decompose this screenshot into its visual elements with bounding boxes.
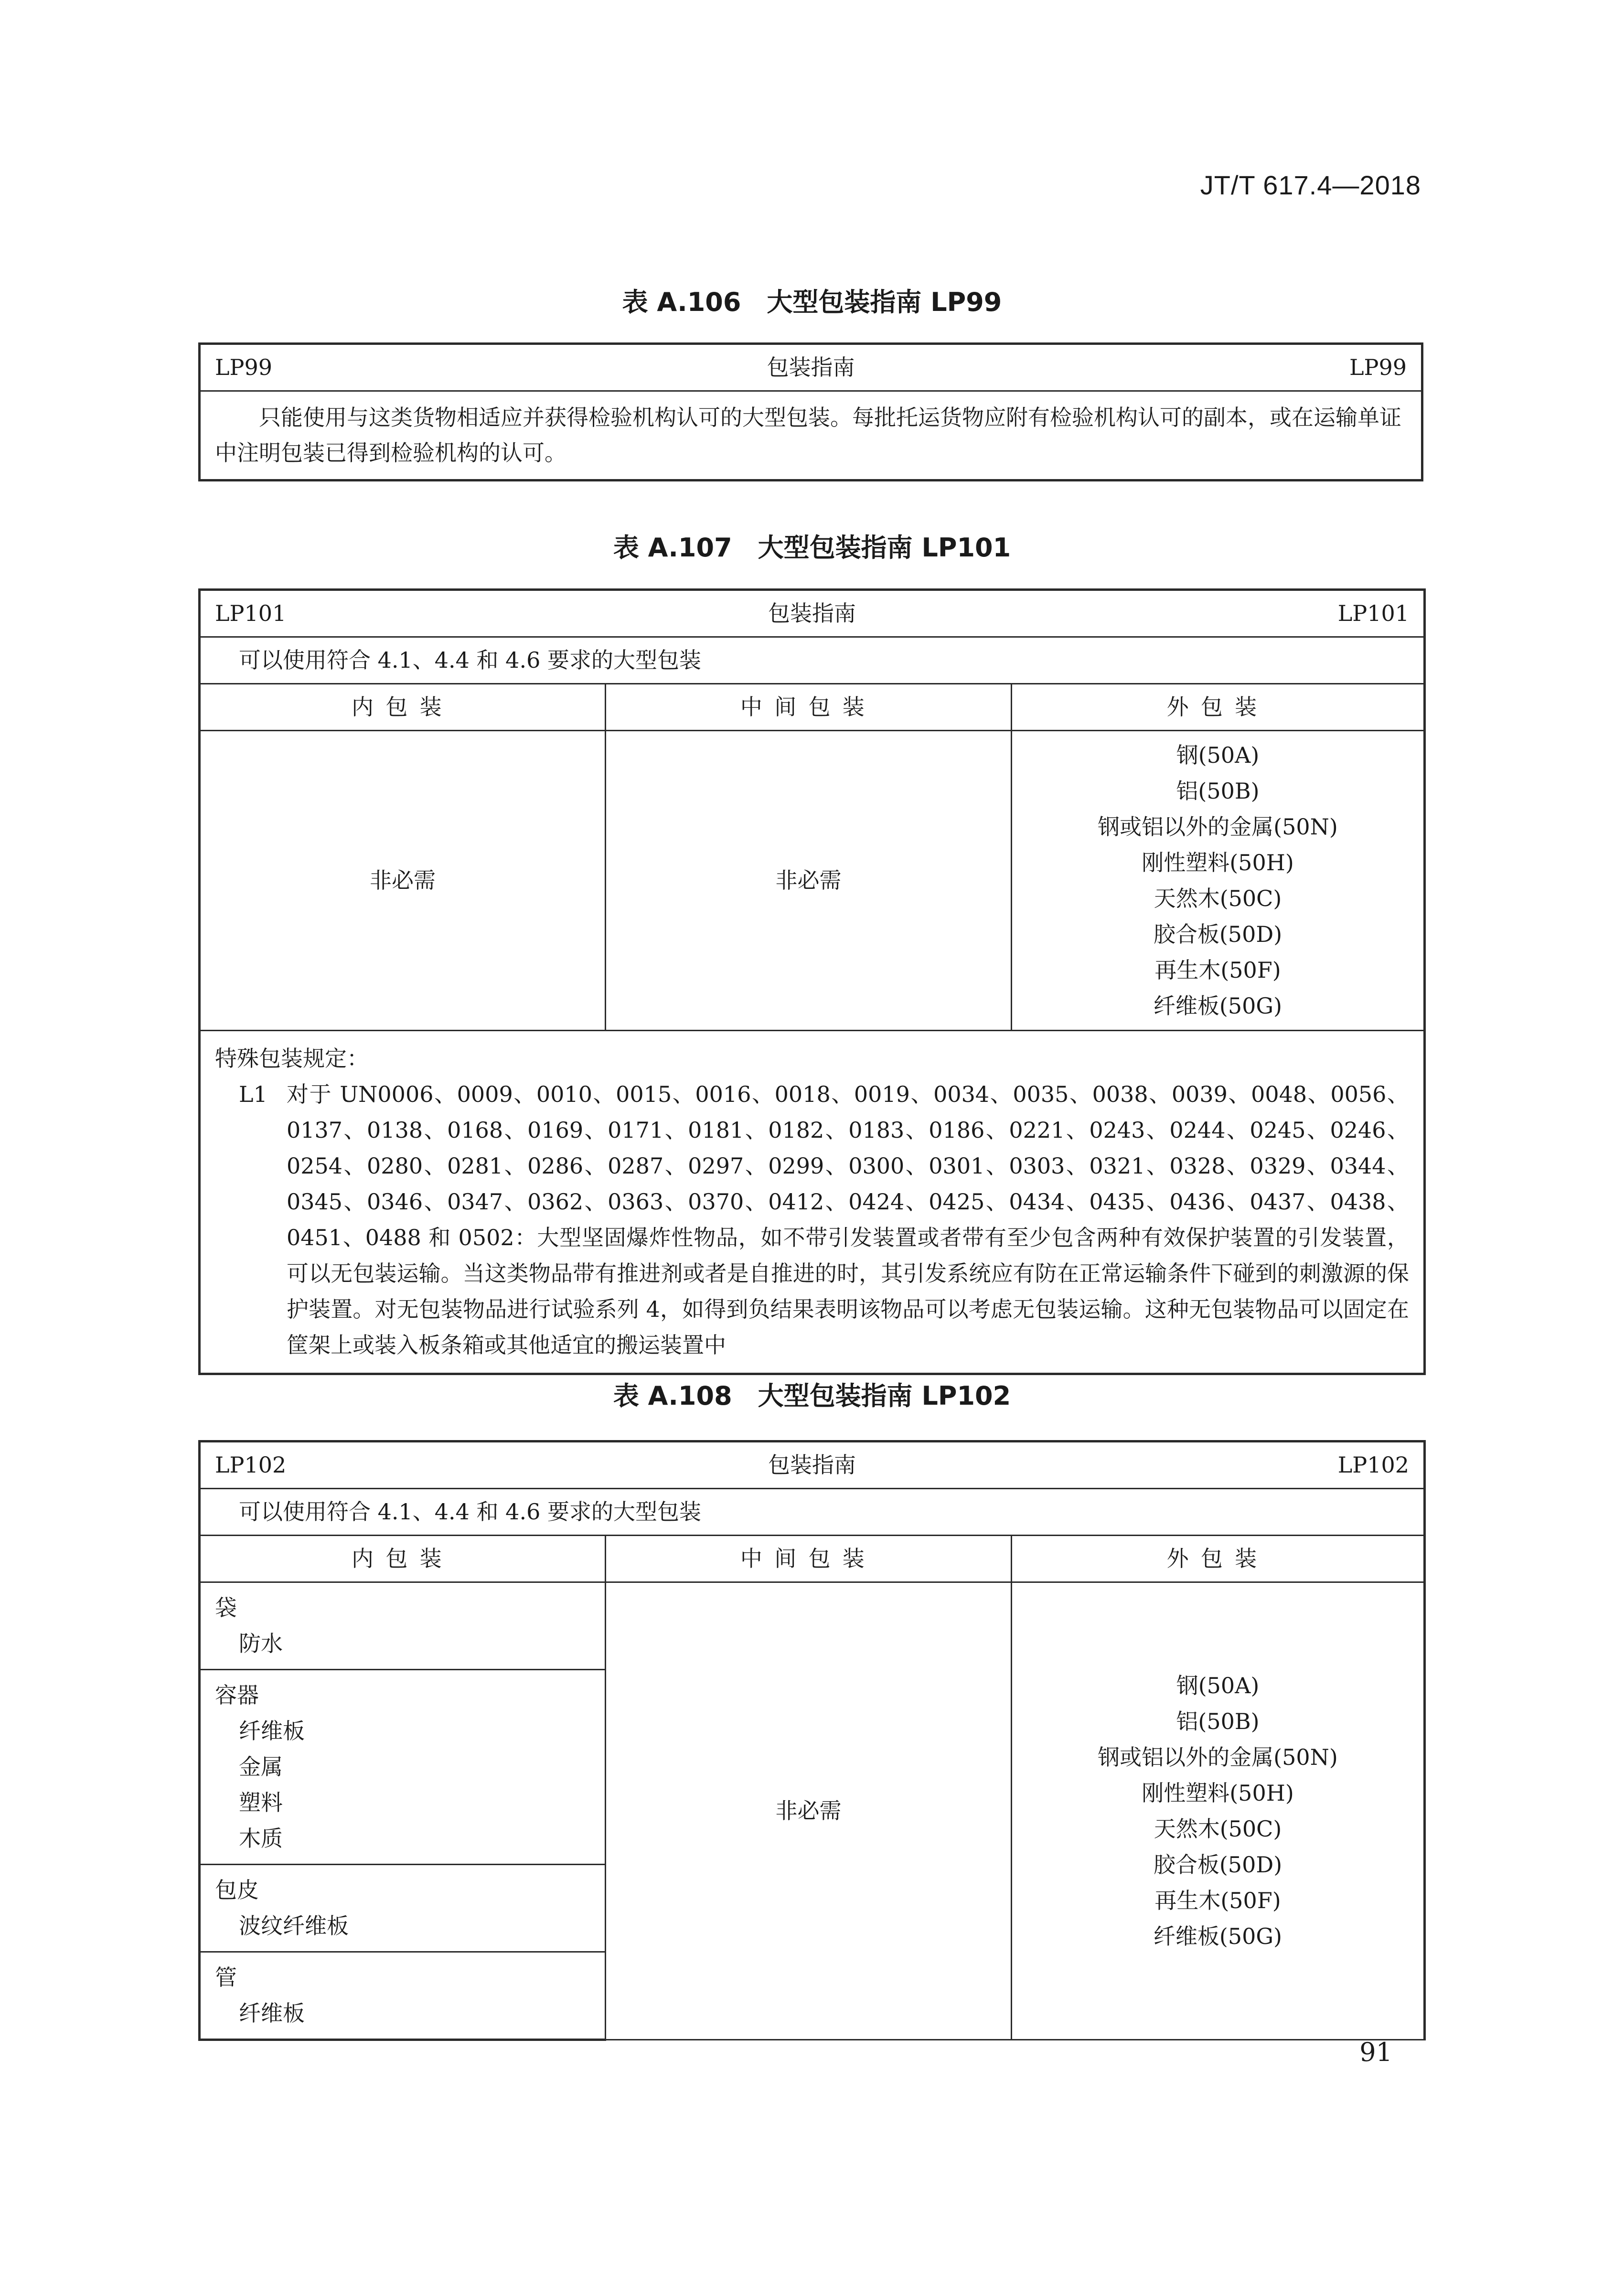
outer-item: 胶合板(50D) — [1153, 921, 1282, 947]
inner-group-name: 容器 — [215, 1682, 259, 1708]
outer-item: 天然木(50C) — [1154, 885, 1282, 911]
outer-item: 钢或铝以外的金属(50N) — [1098, 1744, 1338, 1770]
code-left: LP102 — [215, 1452, 287, 1478]
inner-group-bag — [200, 1582, 606, 1670]
table-caption-a107: 表 A.107 大型包装指南 LP101 — [613, 533, 1011, 563]
outer-item: 刚性塑料(50H) — [1142, 849, 1294, 875]
outer-item: 天然木(50C) — [1154, 1815, 1282, 1842]
inner-group-name: 包皮 — [215, 1877, 259, 1903]
inner-group-wrapping — [200, 1865, 606, 1952]
inner-group-name: 管 — [215, 1964, 237, 1990]
inner-group-item: 塑料 — [239, 1790, 283, 1815]
inner-group-item: 木质 — [239, 1826, 283, 1851]
requirement-text: 可以使用符合 4.1、4.4 和 4.6 要求的大型包装 — [200, 1489, 1425, 1536]
special-provisions — [200, 1031, 1425, 1374]
special-provisions-title: 特殊包装规定： — [215, 1046, 369, 1071]
special-provision-code: L1 — [239, 1081, 267, 1107]
col-inner-header: 内包装 — [200, 1536, 606, 1582]
inner-group-item: 防水 — [239, 1631, 283, 1656]
table-title: 包装指南 — [768, 600, 856, 626]
intermediate-packaging-cell: 非必需 — [606, 1582, 1012, 2040]
table-caption-a106: 表 A.106 大型包装指南 LP99 — [622, 287, 1002, 317]
outer-item: 钢或铝以外的金属(50N) — [1098, 813, 1338, 840]
outer-item: 纤维板(50G) — [1153, 1923, 1282, 1949]
code-right: LP99 — [1349, 354, 1407, 380]
table-title: 包装指南 — [767, 354, 855, 380]
outer-packaging-list — [1012, 731, 1425, 1031]
outer-item: 再生木(50F) — [1154, 957, 1281, 983]
special-provision-item — [215, 1077, 1409, 1363]
col-intermediate-header: 中间包装 — [606, 684, 1012, 731]
col-outer-header: 外包装 — [1012, 1536, 1425, 1582]
special-provision-text: 对于 UN0006、0009、0010、0015、0016、0018、0019、0034、0035、0038、0039、0048、0056、0137、0138、0168、0169、0171、0181、0182、0183、0186、0221、0243、0244、0245、0246、0254、0280、0281、0286、0287、0297、0299、0300、0301、0303、0321、0328、0329、0344、0345、0346、0347、0362、0363、0370、0412、0424、0425、0434、0435、0436、0437、0438、0451、0488 和 0502：大型坚固爆炸性物品，如不带引发装置或者带有至少包含两种有效保护装置的引发装置，可以无包装运输。当这类物品带有推进剂或者是自推进的时，其引发系统应有防在正常运输条件下碰到的刺激源的保护装置。对无包装物品进行试验系列 4，如得到负结果表明该物品可以考虑无包装运输。这种无包装物品可以固定在筐架上或装入板条箱或其他适宜的搬运装置中 — [287, 1081, 1410, 1358]
inner-group-item: 波纹纤维板 — [239, 1913, 349, 1939]
outer-packaging-list — [1012, 1582, 1425, 2040]
inner-group-item: 纤维板 — [239, 2000, 305, 2026]
code-left: LP101 — [215, 600, 287, 626]
inner-group-item: 纤维板 — [239, 1718, 305, 1744]
code-right: LP102 — [1337, 1452, 1410, 1478]
table-title: 包装指南 — [768, 1452, 856, 1478]
table-caption-a108: 表 A.108 大型包装指南 LP102 — [613, 1381, 1011, 1411]
inner-group-name: 袋 — [215, 1595, 237, 1621]
standard-number: JT/T 617.4—2018 — [1200, 170, 1421, 200]
instruction-text: 只能使用与这类货物相适应并获得检验机构认可的大型包装。每批托运货物应附有检验机构认可的副本，或在运输单证中注明包装已得到检验机构的认可。 — [200, 391, 1422, 480]
code-left: LP99 — [215, 354, 273, 380]
page-number: 91 — [1359, 2037, 1392, 2067]
inner-packaging-cell: 非必需 — [200, 731, 606, 1031]
col-inner-header: 内包装 — [200, 684, 606, 731]
table-lp102 — [198, 1440, 1426, 2041]
inner-group-container — [200, 1670, 606, 1865]
col-outer-header: 外包装 — [1012, 684, 1425, 731]
requirement-text: 可以使用符合 4.1、4.4 和 4.6 要求的大型包装 — [200, 637, 1425, 684]
outer-item: 铝(50B) — [1176, 778, 1260, 804]
outer-item: 胶合板(50D) — [1153, 1851, 1282, 1878]
code-right: LP101 — [1337, 600, 1410, 626]
outer-item: 钢(50A) — [1176, 742, 1260, 768]
outer-item: 纤维板(50G) — [1153, 993, 1282, 1019]
intermediate-packaging-cell: 非必需 — [606, 731, 1012, 1031]
col-intermediate-header: 中间包装 — [606, 1536, 1012, 1582]
outer-item: 钢(50A) — [1176, 1672, 1260, 1698]
table-lp99 — [198, 342, 1423, 481]
table-lp101 — [198, 588, 1426, 1375]
outer-item: 再生木(50F) — [1154, 1887, 1281, 1913]
inner-group-item: 金属 — [239, 1754, 283, 1780]
outer-item: 刚性塑料(50H) — [1142, 1780, 1294, 1806]
outer-item: 铝(50B) — [1176, 1708, 1260, 1734]
inner-group-tube — [200, 1952, 606, 2040]
